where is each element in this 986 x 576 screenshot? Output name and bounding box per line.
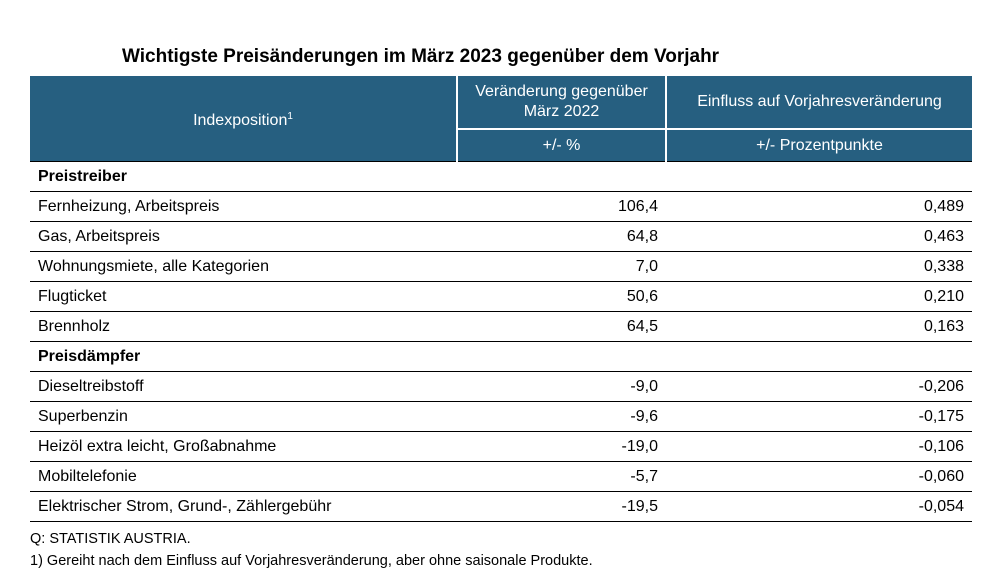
item-name: Wohnungsmiete, alle Kategorien	[30, 252, 457, 282]
influence-value: 0,489	[666, 192, 972, 222]
influence-value: -0,206	[666, 372, 972, 402]
influence-value: -0,060	[666, 462, 972, 492]
change-value: 7,0	[457, 252, 666, 282]
influence-value: -0,054	[666, 492, 972, 522]
influence-value: -0,175	[666, 402, 972, 432]
table-title: Wichtigste Preisänderungen im März 2023 gegenüber dem Vorjahr	[122, 46, 720, 67]
table-row	[30, 282, 972, 312]
footnote-marker: 1	[287, 110, 293, 122]
influence-value: 0,163	[666, 312, 972, 342]
change-value: -9,6	[457, 402, 666, 432]
table-body	[30, 162, 972, 522]
table-row	[30, 462, 972, 492]
header-influence-unit: +/- Prozentpunkte	[666, 129, 972, 162]
table-row	[30, 222, 972, 252]
section-label: Preisdämpfer	[30, 342, 972, 372]
change-value: -5,7	[457, 462, 666, 492]
footnote: 1) Gereiht nach dem Einfluss auf Vorjahresveränderung, aber ohne saisonale Produkte.	[30, 553, 593, 569]
section-row	[30, 162, 972, 192]
item-name: Fernheizung, Arbeitspreis	[30, 192, 457, 222]
item-name: Flugticket	[30, 282, 457, 312]
table-row	[30, 312, 972, 342]
table-row	[30, 492, 972, 522]
change-value: 106,4	[457, 192, 666, 222]
item-name: Superbenzin	[30, 402, 457, 432]
influence-value: -0,106	[666, 432, 972, 462]
header-influence: Einfluss auf Vorjahresveränderung	[666, 76, 972, 129]
item-name: Mobiltelefonie	[30, 462, 457, 492]
item-name: Brennholz	[30, 312, 457, 342]
influence-value: 0,338	[666, 252, 972, 282]
table-row	[30, 372, 972, 402]
table-row	[30, 252, 972, 282]
change-value: -19,0	[457, 432, 666, 462]
table-row	[30, 402, 972, 432]
change-value: 50,6	[457, 282, 666, 312]
item-name: Elektrischer Strom, Grund-, Zählergebühr	[30, 492, 457, 522]
item-name: Dieseltreibstoff	[30, 372, 457, 402]
change-value: -9,0	[457, 372, 666, 402]
item-name: Heizöl extra leicht, Großabnahme	[30, 432, 457, 462]
change-value: -19,5	[457, 492, 666, 522]
influence-value: 0,463	[666, 222, 972, 252]
source-note: Q: STATISTIK AUSTRIA.	[30, 531, 191, 547]
section-row	[30, 342, 972, 372]
section-label: Preistreiber	[30, 162, 972, 192]
change-value: 64,5	[457, 312, 666, 342]
change-value: 64,8	[457, 222, 666, 252]
influence-value: 0,210	[666, 282, 972, 312]
header-change: Veränderung gegenüber März 2022	[457, 76, 666, 129]
table-row	[30, 192, 972, 222]
table-row	[30, 432, 972, 462]
price-changes-table	[30, 76, 972, 522]
header-indexposition: Indexposition$^1$	[30, 76, 457, 162]
item-name: Gas, Arbeitspreis	[30, 222, 457, 252]
header-change-unit: +/- %	[457, 129, 666, 162]
